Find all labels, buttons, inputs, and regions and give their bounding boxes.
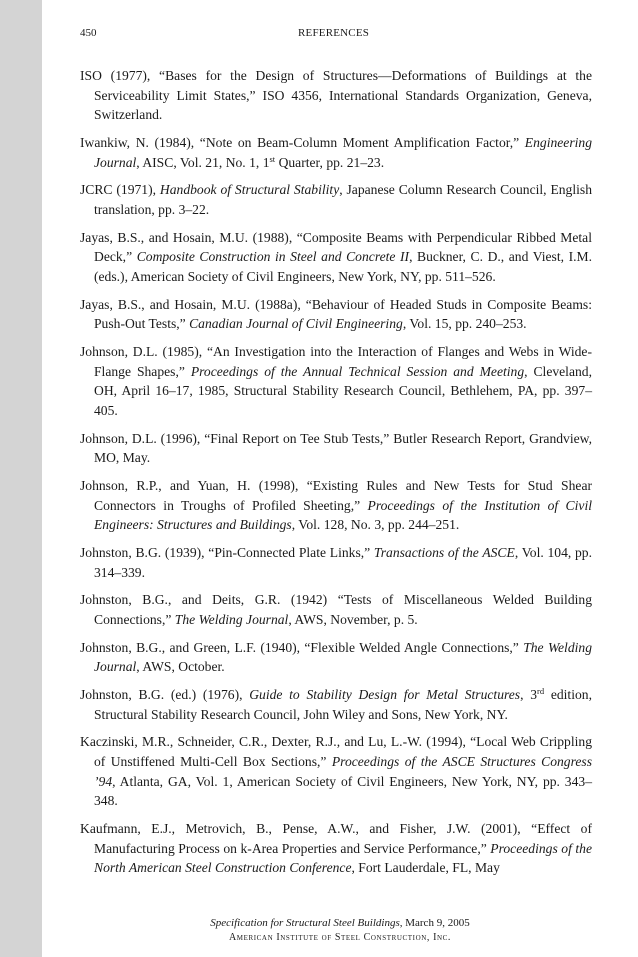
reference-entry	[80, 180, 592, 219]
reference-italic-text: Proceedings of the Institution of Civil Engineers: Structures and Buildings	[94, 497, 592, 533]
reference-text: Kaczinski, M.R., Schneider, C.R., Dexter, R.J., and Lu, L.-W. (1994), “Local Web Crippling of Unstiffened Multi-Cell Box Sections,”	[80, 734, 592, 770]
page-gutter	[0, 0, 42, 957]
reference-entry	[80, 342, 592, 420]
reference-list	[80, 66, 592, 886]
reference-italic-text: Guide to Stability Design for Metal Structures	[249, 687, 521, 703]
page-number: 450	[80, 27, 97, 39]
footer-spec-title: Specification for Structural Steel Buildings,	[210, 917, 403, 929]
reference-text: , AWS, November, p. 5.	[288, 611, 418, 627]
reference-entry	[80, 429, 592, 468]
reference-entry	[80, 66, 592, 125]
reference-italic-text: The Welding Journal	[94, 639, 593, 675]
footer-spec-date: March 9, 2005	[402, 917, 470, 929]
reference-italic-text: Engineering Journal	[94, 134, 592, 170]
reference-text: Kaufmann, E.J., Metrovich, B., Pense, A.W., and Fisher, J.W. (2001), “Effect of Manufacturing Process on k-Area Properties and Service Performance,”	[80, 821, 592, 856]
reference-text: , Vol. 15, pp. 240–253.	[402, 316, 527, 332]
reference-text: Johnston, B.G. (ed.) (1976),	[80, 687, 250, 703]
reference-text: Iwankiw, N. (1984), “Note on Beam-Column Moment Amplification Factor,”	[80, 134, 525, 150]
reference-italic-text: Composite Construction in Steel and Concrete II	[136, 249, 410, 265]
reference-italic-text: Transactions of the ASCE	[373, 544, 515, 560]
reference-italic-text: Canadian Journal of Civil Engineering	[189, 316, 403, 332]
reference-entry	[80, 543, 592, 582]
reference-entry	[80, 819, 592, 878]
reference-text: , Buckner, C. D., and Viest, I.M. (eds.), American Society of Civil Engineers, New York, NY, pp. 511–526.	[94, 249, 592, 284]
reference-text: , Vol. 104, pp. 314–339.	[94, 544, 593, 580]
reference-text: JCRC (1971),	[80, 182, 160, 198]
reference-entry	[80, 476, 592, 535]
reference-text: Johnson, D.L. (1985), “An Investigation into the Interaction of Flanges and Webs in Wide-Flange Shapes,”	[80, 344, 592, 379]
reference-text: Jayas, B.S., and Hosain, M.U. (1988a), “Behaviour of Headed Studs in Composite Beams: Push-Out Tests,”	[80, 296, 592, 332]
reference-text: Johnston, B.G., and Deits, G.R. (1942) “Tests of Miscellaneous Welded Building Connections,”	[80, 592, 592, 627]
reference-text: , Atlanta, GA, Vol. 1, American Society of Civil Engineers, New York, NY, pp. 343–348.	[94, 773, 592, 809]
reference-text: , AWS, October.	[136, 659, 225, 675]
reference-entry	[80, 228, 592, 287]
reference-entry	[80, 590, 592, 629]
footer-organization: American Institute of Steel Construction, Inc.	[228, 932, 452, 943]
reference-text: Johnston, B.G. (1939), “Pin-Connected Plate Links,”	[80, 544, 374, 560]
reference-text: edition, Structural Stability Research Council, John Wiley and Sons, New York, NY.	[94, 687, 592, 722]
reference-text: , 3	[520, 687, 538, 703]
reference-entry	[80, 133, 592, 172]
reference-text: , Fort Lauderdale, FL, May	[351, 860, 500, 876]
reference-text: Jayas, B.S., and Hosain, M.U. (1988), “Composite Beams with Perpendicular Ribbed Metal Deck,”	[80, 229, 592, 265]
footer-spec	[0, 917, 638, 929]
reference-text: Quarter, pp. 21–23.	[275, 154, 385, 170]
reference-text: , Vol. 128, No. 3, pp. 244–251.	[291, 517, 460, 533]
reference-text: Johnson, D.L. (1996), “Final Report on Tee Stub Tests,” Butler Research Report, Grandview, MO, May.	[80, 430, 592, 466]
reference-italic-text: The Welding Journal	[174, 611, 289, 627]
reference-italic-text: Handbook of Structural Stability	[159, 182, 340, 198]
reference-superscript: st	[269, 153, 276, 164]
reference-italic-text: Proceedings of the ASCE Structures Congress ’94	[94, 754, 592, 789]
reference-text: , Japanese Column Research Council, English translation, pp. 3–22.	[94, 182, 592, 217]
reference-superscript: rd	[537, 686, 545, 697]
reference-italic-text: Proceedings of the North American Steel Construction Conference	[94, 840, 592, 876]
reference-text: Johnston, B.G., and Green, L.F. (1940), “Flexible Welded Angle Connections,”	[80, 639, 524, 655]
reference-text: , Cleveland, OH, April 16–17, 1985, Structural Stability Research Council, Bethlehem, PA, pp. 397–405.	[94, 363, 592, 418]
reference-text: ISO (1977), “Bases for the Design of Structures—Deformations of Buildings at the Serviceability Limit States,” ISO 4356, International Standards Organization, Geneva, Switzerland.	[80, 68, 592, 123]
reference-entry	[80, 685, 592, 724]
reference-entry	[80, 732, 592, 810]
reference-entry	[80, 638, 592, 677]
reference-text: , AISC, Vol. 21, No. 1, 1	[136, 154, 270, 170]
running-head: REFERENCES	[298, 27, 370, 39]
reference-text: Johnson, R.P., and Yuan, H. (1998), “Existing Rules and New Tests for Stud Shear Connectors in Troughs of Profiled Sheeting,”	[80, 478, 592, 513]
reference-italic-text: Proceedings of the Annual Technical Session and Meeting	[190, 363, 525, 379]
reference-entry	[80, 295, 592, 334]
